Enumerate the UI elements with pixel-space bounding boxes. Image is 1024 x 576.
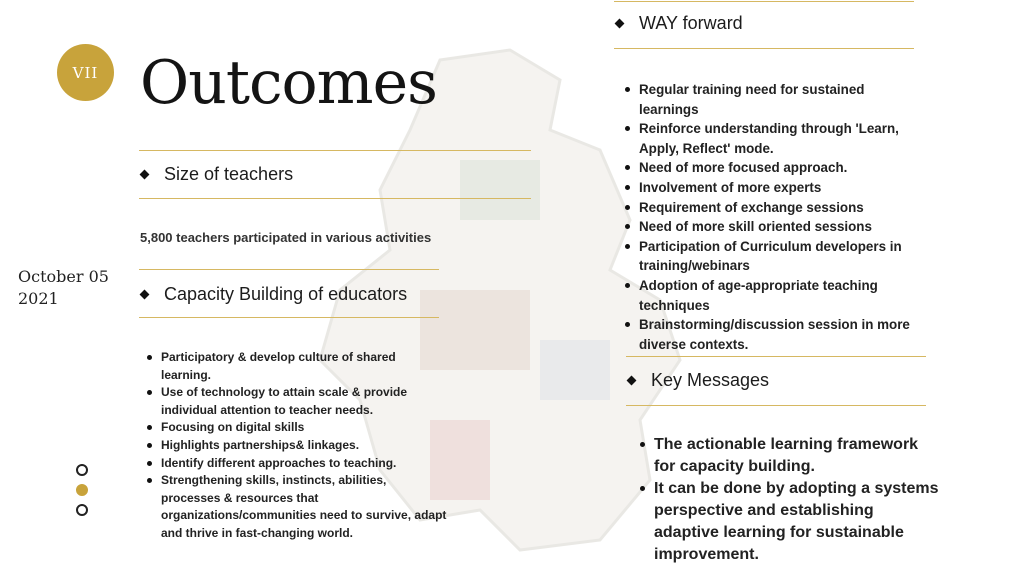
heading-label: Capacity Building of educators — [164, 284, 408, 304]
list-item: Involvement of more experts — [625, 178, 925, 198]
list-item: Strengthening skills, instincts, abilities, processes & resources that organizations/communities need to survive, adapt and thrive in fast-changing world. — [147, 472, 447, 542]
divider — [139, 269, 439, 270]
list-item: Identify different approaches to teaching. — [147, 455, 447, 473]
section-number-badge: VII — [57, 44, 114, 101]
heading-label: WAY forward — [639, 13, 743, 33]
divider — [139, 317, 439, 318]
list-item: Highlights partnerships& linkages. — [147, 437, 447, 455]
list-item: Participatory & develop culture of shared learning. — [147, 349, 447, 384]
page-title: Outcomes — [140, 48, 437, 118]
diamond-bullet-icon — [140, 290, 150, 300]
divider — [626, 356, 926, 357]
key-messages-heading — [626, 370, 769, 391]
list-item: Reinforce understanding through 'Learn, Apply, Reflect' mode. — [625, 119, 925, 158]
divider — [614, 48, 914, 49]
capacity-building-list — [147, 349, 447, 543]
list-item: Focusing on digital skills — [147, 419, 447, 437]
list-item: The actionable learning framework for capacity building. — [640, 434, 940, 478]
size-of-teachers-heading — [139, 164, 293, 185]
date-line-1: October 05 — [18, 267, 109, 286]
list-item: Brainstorming/discussion session in more diverse contexts. — [625, 315, 925, 354]
list-item: Regular training need for sustained learnings — [625, 80, 925, 119]
list-item: Use of technology to attain scale & provide individual attention to teacher needs. — [147, 384, 447, 419]
divider — [139, 198, 531, 199]
slide-dot-icon-active[interactable] — [76, 484, 88, 496]
divider — [139, 150, 531, 151]
diamond-bullet-icon — [627, 376, 637, 386]
list-item: Need of more focused approach. — [625, 158, 925, 178]
diamond-bullet-icon — [615, 19, 625, 29]
list-item: Requirement of exchange sessions — [625, 198, 925, 218]
list-item: It can be done by adopting a systems perspective and establishing adaptive learning for sustainable improvement. — [640, 478, 940, 566]
diamond-bullet-icon — [140, 170, 150, 180]
heading-label: Size of teachers — [164, 164, 294, 184]
slide-dot-icon[interactable] — [76, 464, 88, 476]
date-line-2: 2021 — [18, 289, 59, 308]
slide-navigation-dots — [76, 464, 90, 524]
slide-dot-icon[interactable] — [76, 504, 88, 516]
divider — [626, 405, 926, 406]
list-item: Participation of Curriculum developers in training/webinars — [625, 237, 925, 276]
key-messages-list — [640, 434, 940, 566]
list-item: Need of more skill oriented sessions — [625, 217, 925, 237]
date-label — [18, 266, 128, 310]
way-forward-list — [625, 80, 925, 354]
way-forward-heading — [614, 13, 743, 34]
teacher-count-stat: 5,800 teachers participated in various activities — [140, 230, 432, 245]
heading-label: Key Messages — [651, 370, 770, 390]
divider — [614, 1, 914, 2]
capacity-building-heading — [139, 284, 407, 305]
list-item: Adoption of age-appropriate teaching techniques — [625, 276, 925, 315]
